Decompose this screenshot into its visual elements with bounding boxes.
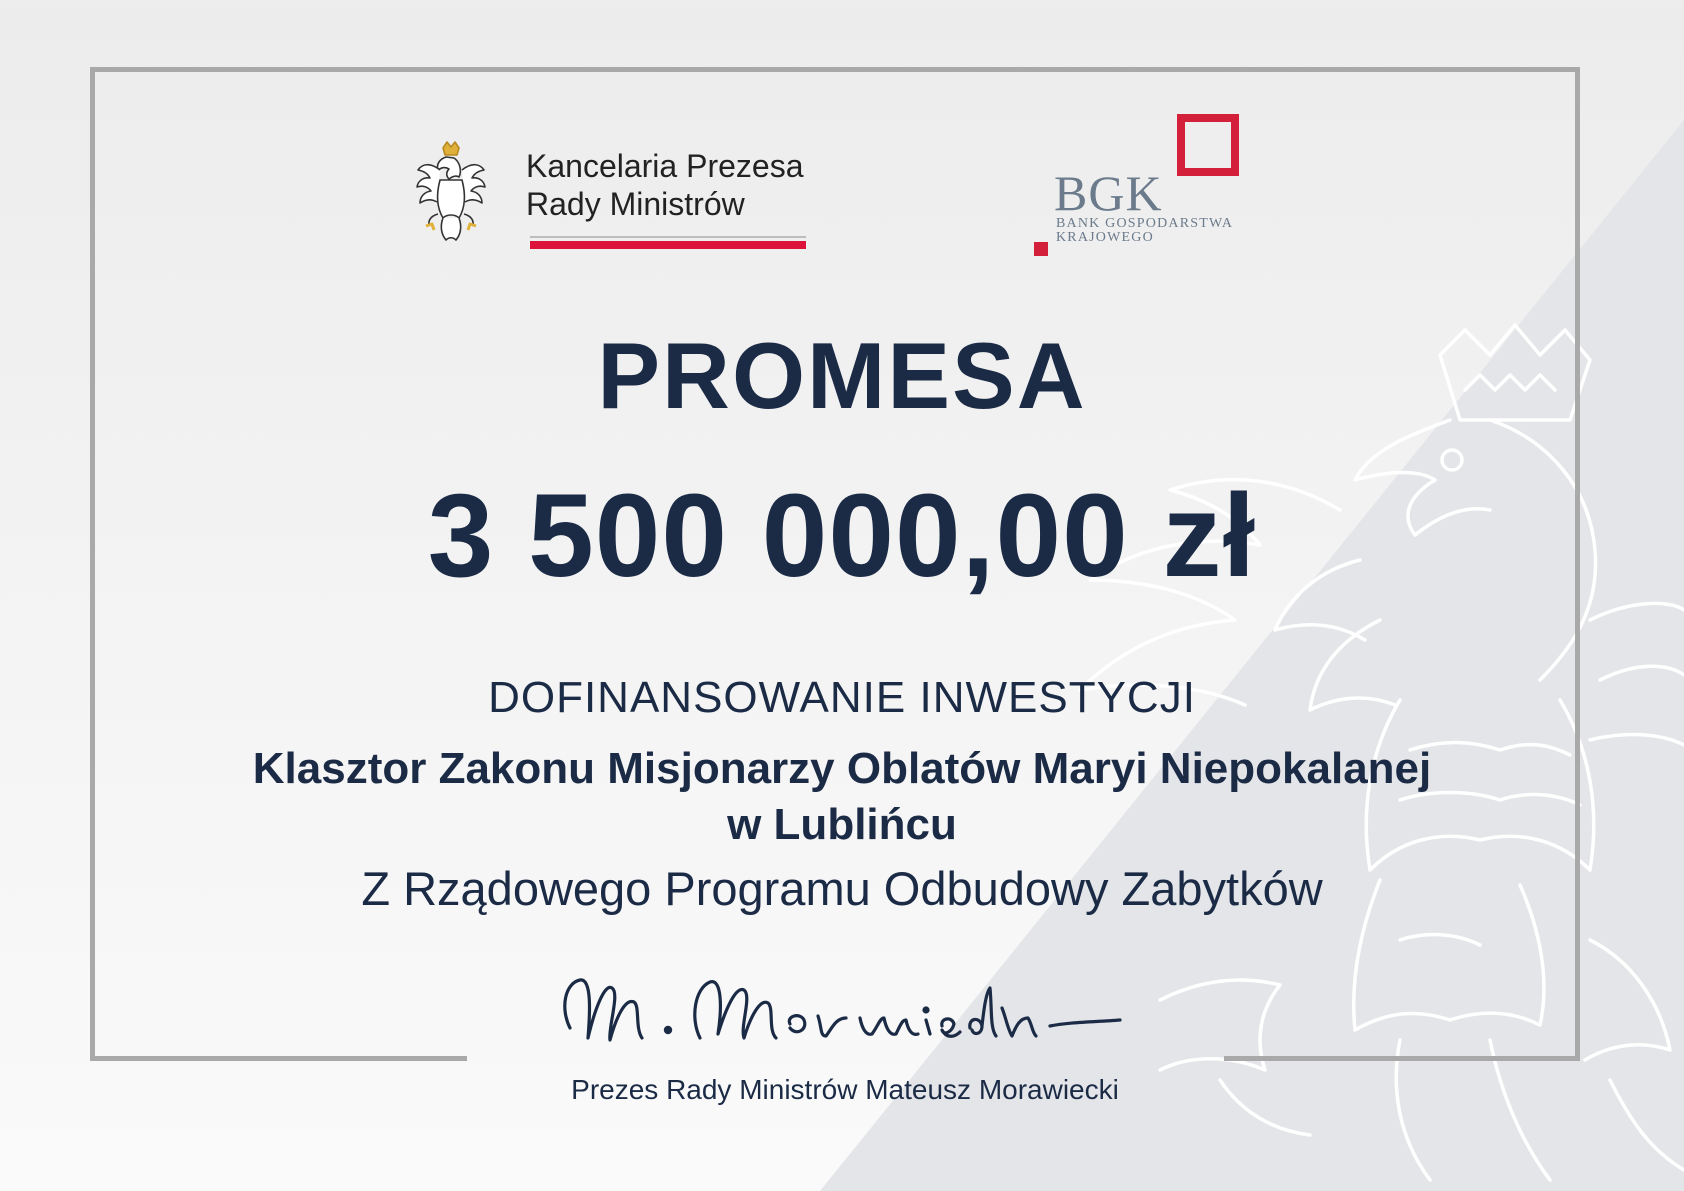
promise-amount: 3 500 000,00 zł [427,470,1257,602]
kprm-name-line1: Kancelaria Prezesa [526,148,804,184]
project-name-line1: Klasztor Zakonu Misjonarzy Oblatów Maryi Niepokalanej [252,744,1432,793]
bgk-square-icon [1177,114,1239,176]
kprm-grey-rule [530,236,806,238]
funding-subtitle: DOFINANSOWANIE INWESTYCJI [488,673,1196,722]
polish-eagle-icon [416,140,486,250]
frame-bottom-left [90,1056,467,1061]
kprm-logo [416,140,816,255]
bgk-subtitle-line1: BANK GOSPODARSTWA [1056,216,1234,231]
bgk-logo [1032,112,1252,262]
bgk-dot-icon [1034,242,1048,256]
frame-bottom-right [1224,1056,1580,1061]
kprm-name-line2: Rady Ministrów [526,186,745,222]
document-title: PROMESA [597,323,1087,428]
bgk-name: BGK [1054,165,1163,221]
program-name: Z Rządowego Programu Odbudowy Zabytków [361,862,1323,915]
signer-caption: Prezes Rady Ministrów Mateusz Morawiecki [571,1074,1119,1105]
bgk-subtitle-line2: KRAJOWEGO [1056,230,1154,245]
kprm-red-rule [530,241,806,249]
frame-top [90,67,1580,72]
project-name-line2: w Lublińcu [727,800,957,849]
signature-image [550,968,1140,1058]
